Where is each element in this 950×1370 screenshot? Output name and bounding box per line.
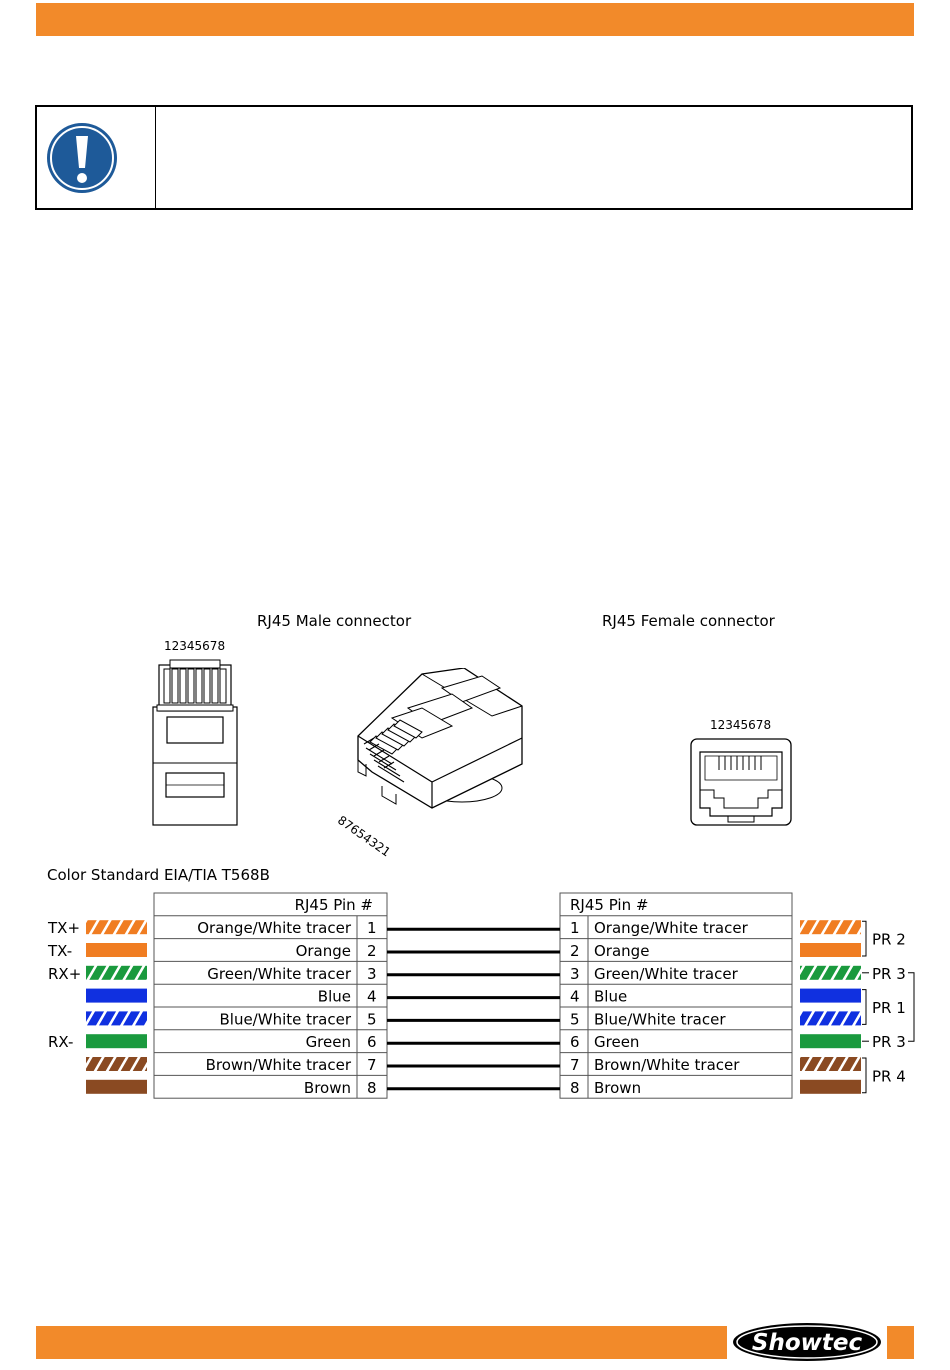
right-wire-name: Blue/White tracer [594,1010,726,1029]
left-pin-number: 5 [367,1010,377,1029]
left-table-header: RJ45 Pin # [294,896,373,914]
right-wire-name: Brown [594,1078,642,1097]
right-pin-number: 6 [570,1033,580,1052]
right-wire-swatch [800,1011,861,1025]
left-pin-number: 2 [367,942,377,960]
right-wire-swatch [800,1057,861,1071]
female-pins-label: 12345678 [710,718,772,732]
right-pin-number: 1 [570,919,580,938]
pair-label: PR 4 [872,1067,906,1086]
wiring-table [0,880,950,1120]
showtec-logo [727,1318,887,1366]
left-wire-swatch [86,1011,147,1025]
left-pin-number: 7 [367,1056,377,1074]
left-wire-name: Brown/White tracer [205,1056,351,1074]
right-wire-swatch [800,966,861,980]
left-wire-swatch [86,1057,147,1071]
left-wire-swatch [86,1034,147,1048]
male-connector-isometric-view [352,668,527,818]
right-pin-number: 8 [570,1078,580,1097]
right-wire-name: Blue [594,987,628,1006]
signal-label: RX+ [48,964,82,983]
pair-label: PR 3 [872,1033,906,1052]
signal-label: TX- [48,942,73,960]
table-title: Color Standard EIA/TIA T568B [47,866,270,884]
female-connector-view [688,736,794,828]
right-wire-swatch [800,943,861,957]
notice-box [35,105,913,210]
pair-bracket [862,921,866,956]
logo-text: Showtec [751,1330,863,1356]
male-connector-front-view [150,655,242,830]
left-wire-name: Orange [295,942,351,960]
header-bar [36,3,914,36]
female-connector-title: RJ45 Female connector [602,612,775,630]
right-wire-name: Orange [594,942,650,960]
right-wire-name: Brown/White tracer [594,1056,740,1074]
right-pin-number: 4 [570,987,580,1006]
right-wire-name: Green/White tracer [594,964,738,983]
male-pins-label: 12345678 [164,639,226,653]
pair-label: PR 2 [872,930,906,949]
pr3-link-bracket [908,973,914,1041]
signal-label: TX+ [48,919,81,938]
right-wire-name: Orange/White tracer [594,919,748,938]
male-pins-label-rotated: 87654321 [334,813,394,860]
right-pin-number: 7 [570,1056,580,1074]
left-wire-swatch [86,920,147,934]
left-wire-name: Brown [303,1078,351,1097]
left-wire-name: Orange/White tracer [197,919,351,938]
left-wire-swatch [86,966,147,980]
left-pin-number: 6 [367,1033,377,1052]
left-wire-swatch [86,1080,147,1094]
left-wire-swatch [86,989,147,1003]
left-pin-number: 3 [367,964,377,983]
right-wire-swatch [800,1080,861,1094]
left-wire-swatch [86,943,147,957]
right-table-header: RJ45 Pin # [570,896,649,914]
pair-bracket [862,1058,866,1093]
left-pin-number: 4 [367,987,377,1006]
male-connector-title: RJ45 Male connector [257,612,412,630]
right-wire-swatch [800,920,861,934]
exclamation-icon [46,122,118,194]
notice-divider [155,107,156,208]
right-pin-number: 5 [570,1010,580,1029]
left-pin-number: 1 [367,919,377,938]
left-wire-name: Blue [317,987,351,1006]
left-wire-name: Green [305,1033,351,1052]
right-wire-name: Green [594,1033,640,1052]
logo-graphic [727,1318,887,1366]
signal-label: RX- [48,1033,74,1052]
pair-bracket [862,990,866,1025]
right-pin-number: 2 [570,942,580,960]
left-wire-name: Green/White tracer [207,964,351,983]
left-pin-number: 8 [367,1078,377,1097]
left-wire-name: Blue/White tracer [219,1010,351,1029]
pair-label: PR 1 [872,999,906,1017]
right-wire-swatch [800,989,861,1003]
right-pin-number: 3 [570,964,580,983]
right-wire-swatch [800,1034,861,1048]
pair-label: PR 3 [872,964,906,983]
